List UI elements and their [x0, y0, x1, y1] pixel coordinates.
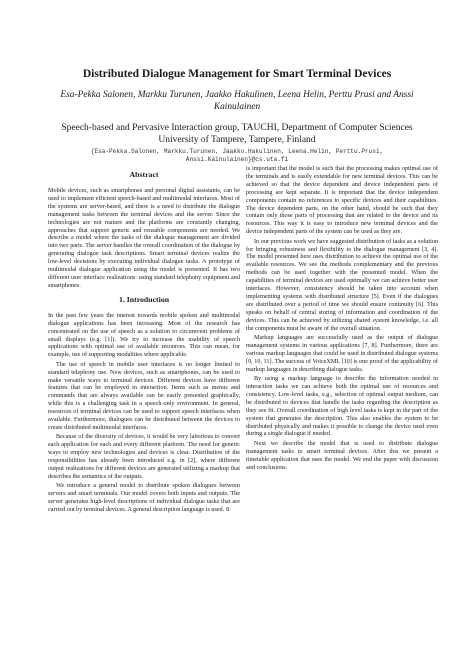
affiliation-line-2: University of Tampere, Tampere, Finland: [158, 134, 316, 145]
body-paragraph: By using a markup language to describe the information needed in interaction tasks we can achieve both the optimal use of resources and consistency. Low-level tasks, e.g., selection of optimal output medium, can be distributed to devices that handle the tasks regarding the description as they see fit. Overall coordination of high level tasks is kept in the part of the system that generates the description. This also enables the system to be distributed physically and makes it possible to change the device used even during a single dialogue if needed.: [246, 375, 438, 438]
intro-paragraph: We introduce a general model to distribute spoken dialogues between servers and smart terminals. Our model covers both inputs and outputs. The server generates high-level descriptions of individual dialogue tasks that are carried out by terminal devices. A general description language is used. It: [48, 482, 240, 514]
body-paragraph: is important that the model is such that the processing makes optimal use of the terminals and is easily extendable for new terminal devices. This can be achieved so that the device dependent and device independent parts of processing are kept separate. It is important that the device independent components contain no references to specific devices and their capabilities. The device dependent parts, on the other hand, should be such that they contain only those parts of processing that are related to the device and its resources. This way it is easy to introduce new terminal devices and the device independent parts of the system can be used as they are.: [246, 165, 438, 236]
body-paragraph: Next we describe the model that is used to distribute dialogue management tasks to smart terminal devices. After this we present a timetable application that uses the model. We end the paper with discussion and conclusions.: [246, 439, 438, 471]
body-paragraph: Markup languages are successfully used as the output of dialogue management systems in various applications [7, 8]. Furthermore, there are various markup languages that could be used in distributed dialogue systems [9, 10, 11]. The success of VoiceXML [10] is one proof of the applicability of markup languages in describing dialogue tasks.: [246, 334, 438, 373]
abstract-text: Mobile devices, such as smartphones and personal digital assistants, can be used to implement efficient speech-based and multimodal interfaces. Most of the systems are server-based, and there is a need to distribute the dialogue management tasks between the terminal devices and the server. Since the technologies are not mature and the platforms are constantly changing, approaches that support generic and reusable components are needed. We describe a model where the tasks of the dialogue management are divided into two parts. The server handles the overall coordination of the dialogue by generating dialogue task descriptions. Smart terminal devices realize the low-level decisions by executing individual dialogue tasks. A prototype of multimodal dialogue application using the model is presented. It has two different user interface realizations: using standard telephony equipment and smartphones.: [48, 187, 240, 289]
affiliation-line-1: Speech-based and Pervasive Interaction group, TAUCHI, Department of Computer Sciences: [61, 123, 413, 133]
paper-authors: Esa-Pekka Salonen, Markku Turunen, Jaakko Hakulinen, Leena Helin, Perttu Prusi and Anssi Kainulainen: [60, 90, 414, 112]
intro-heading: 1. Introduction: [118, 294, 170, 304]
intro-paragraph: In the past few years the interest towards mobile spoken and multimodal dialogue applications has been increasing. Most of the research has concentrated on the use of speech as a solution to circumvent problems of small displays (e.g. [1]). We try to increase the usability of speech applications with optimal use of available resources. This can mean, for example, use of supporting modalities where applicable.: [48, 311, 240, 359]
intro-paragraph: Because of the diversity of devices, it would be very laborious to convert each application for each and every different platform. The need for generic ways to employ new technologies and devices is clear. Distribution of the responsibilities has already been introduced e.g. in [2], where different output realizations for different devices are generated utilizing a markup that describes the semantics of the outputs.: [48, 433, 240, 480]
paper-title: Distributed Dialogue Management for Smart Terminal Devices: [82, 68, 392, 80]
intro-paragraph: The use of speech in mobile user interfaces is no longer limited to standard telephony use. New devices, such as smartphones, can be used to make versatile ways to terminal devices. Different devices have different features that can be employed in interaction. Items such as menus and commands that are always available can be easily presented graphically, while this is a challenging task in a speech-only environment. In general, resources of terminal devices can be used to support speech interfaces when available. Furthermore, dialogues can be distributed between the devices to create distributed multimodal interfaces.: [48, 360, 240, 431]
left-column: [48, 167, 240, 612]
emails-line-2: Anssi.Kainulainen}@cs.uta.fi: [185, 156, 289, 164]
body-paragraph: In our previous work we have suggested distribution of tasks as a solution for bringing robustness and flexibility to the dialogue management [3, 4]. The model presented here uses distribution to achieve the optimal use of the available resources. We see the methods complementary and the previous methods can be used together with the presented model. When the capabilities of terminal devices are used optimally we can achieve better user interfaces. However, consistency should be taken into account when implementing systems with distributed structure [5]. Even if the dialogues are distributed over a period of time we should ensure continuity [6]. This speaks on behalf of central storing of information and coordination of the devices. This can be achieved by utilizing shared system knowledge, i.e. all the components must be aware of the overall situation.: [246, 237, 438, 332]
author-emails: [62, 148, 412, 165]
emails-line-1: {Esa-Pekka.Salonen, Markku.Turunen, Jaakko.Hakulinen, Leena.Helin, Perttu.Prusi,: [90, 148, 384, 155]
affiliation: [40, 123, 434, 146]
right-column: [246, 165, 438, 612]
abstract-heading: Abstract: [129, 170, 159, 179]
